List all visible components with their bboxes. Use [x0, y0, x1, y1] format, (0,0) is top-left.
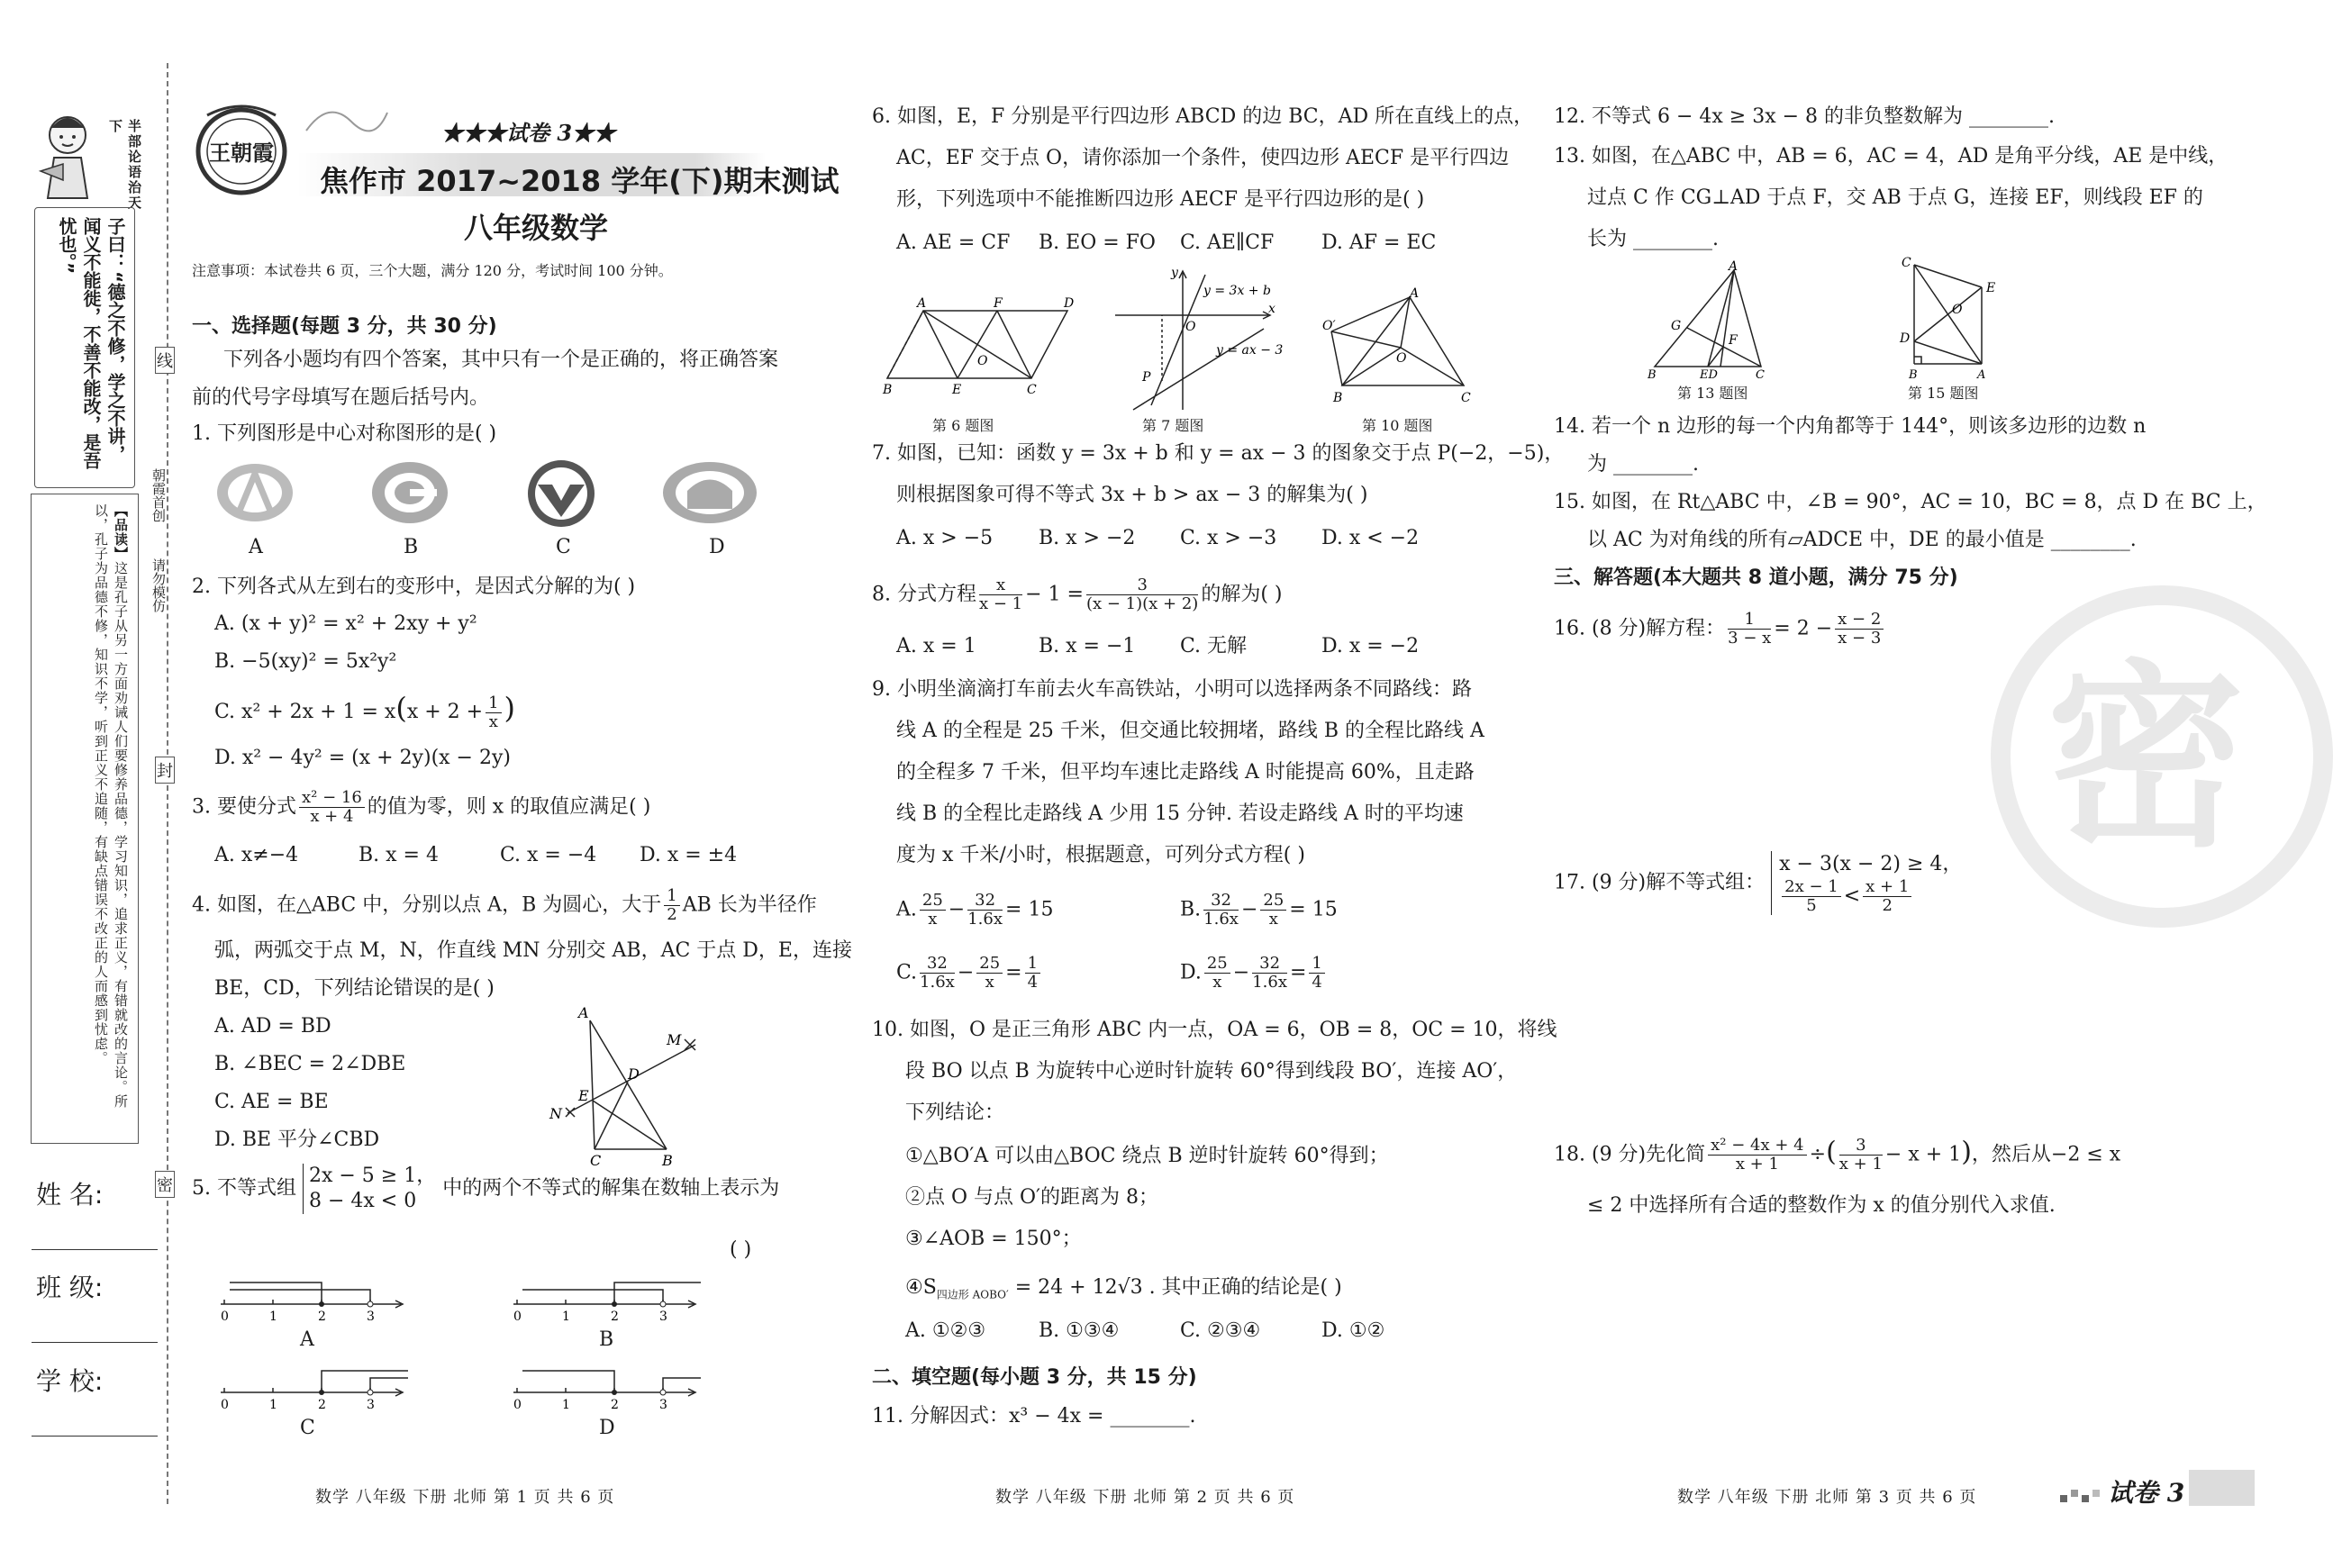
- q8-mid: − 1 =: [1025, 583, 1084, 606]
- q9-c-eq: =: [1005, 961, 1022, 984]
- svg-text:O: O: [1952, 303, 1963, 317]
- q2-c-den: x: [488, 711, 498, 731]
- q6-line-2: AC，EF 交于点 O，请你添加一个条件，使四边形 AECF 是平行四边: [896, 147, 1510, 169]
- svg-text:C: C: [1902, 256, 1911, 270]
- fig15-caption: 第 15 题图: [1908, 385, 1979, 402]
- q1-label-d: D: [709, 536, 725, 558]
- field-class-label: 班 级:: [36, 1273, 104, 1302]
- numline-d[interactable]: [504, 1358, 703, 1416]
- svg-text:C: C: [1027, 383, 1037, 397]
- fig6: [878, 293, 1085, 404]
- cartoon-scholar-icon: [32, 108, 104, 203]
- cut-label-1: 线: [155, 347, 175, 374]
- svg-text:F: F: [1729, 333, 1738, 348]
- fig13: [1644, 259, 1788, 384]
- q2-c-num: 1: [486, 694, 501, 713]
- q10-s4-post: = 24 + 12√3 . 其中正确的结论是( ): [1008, 1276, 1342, 1299]
- q13-line-1: 13. 如图，在△ABC 中，AB = 6，AC = 4，AD 是角平分线，AE 是中线，: [1554, 145, 2229, 168]
- q16-d1: 3 − x: [1728, 629, 1772, 648]
- q7-option-b: B. x > −2: [1039, 527, 1136, 549]
- field-name-label: 姓 名:: [36, 1180, 104, 1210]
- q8-option-a: A. x = 1: [896, 635, 976, 657]
- q9-a-n1: 25: [920, 892, 946, 911]
- q6-line-1: 6. 如图，E，F 分别是平行四边形 ABCD 的边 BC，AD 所在直线上的点，: [872, 105, 1534, 128]
- q17-n2: x + 1: [1863, 878, 1911, 897]
- q9-a-d2: 1.6x: [967, 910, 1003, 929]
- q17-system-1: x − 3(x − 2) ≥ 4，: [1779, 853, 1963, 875]
- footer-page-2: 数学 八年级 下册 北师 第 2 页 共 6 页: [995, 1488, 1295, 1507]
- q16-mid: = 2 −: [1774, 617, 1833, 640]
- q14-line-2: 为 ________.: [1587, 453, 1699, 476]
- q10-statement-2: ②点 O 与点 O′的距离为 8；: [905, 1186, 1159, 1209]
- q5-paren: ( ): [730, 1238, 752, 1261]
- q7-line-1: 7. 如图，已知：函数 y = 3x + b 和 y = ax − 3 的图象交于点 P(−2，−5)，: [872, 442, 1565, 465]
- q14-line-1: 14. 若一个 n 边形的每一个内角都等于 144°，则该多边形的边数 n: [1554, 415, 2147, 438]
- svg-text:ED: ED: [1700, 368, 1718, 382]
- q1-option-c-icon[interactable]: [525, 458, 597, 533]
- q10-line-2: 段 BO 以点 B 为旋转中心逆时针旋转 60°得到线段 BO′，连接 AO′，: [905, 1060, 1518, 1083]
- fig15: [1896, 256, 2004, 385]
- q9-c-n1: 32: [920, 955, 955, 974]
- logo-text: 王朝霞: [209, 140, 274, 166]
- q8-d2: (x − 1)(x + 2): [1085, 594, 1199, 613]
- q18-line-2: ≤ 2 中选择所有合适的整数作为 x 的值分别代入求值.: [1587, 1194, 2056, 1217]
- q9-d-eq: =: [1289, 961, 1307, 984]
- q18-d1: x + 1: [1735, 1155, 1779, 1174]
- q4-num: 1: [664, 887, 679, 906]
- q8-option-d: D. x = −2: [1321, 635, 1420, 657]
- svg-text:O′: O′: [1322, 319, 1336, 333]
- q9-a-label: A.: [896, 898, 917, 921]
- q18-line-1: 18. (9 分)先化简 $\frac{\text{x² − 4x + 4}}{x + 1}$ ÷( $\frac{3}{x + 1}$ − x + 1)，然后从−2 ≤ x: [1554, 1136, 2121, 1174]
- q9-b-n2: 25: [1260, 892, 1286, 911]
- q5-post: 中的两个不等式的解集在数轴上表示为: [442, 1177, 780, 1200]
- fig10: [1324, 286, 1477, 412]
- cut-line: [167, 63, 168, 1504]
- q10-s4-sub: 四边形 AOBO′: [936, 1288, 1009, 1301]
- numline-a-tick-2: 2: [318, 1310, 326, 1324]
- paper-tag: ★★★试卷 3★★: [441, 120, 616, 146]
- q17-d1: 5: [1806, 896, 1817, 915]
- q6-option-a: A. AE = CF: [896, 231, 1011, 254]
- svg-text:B: B: [1909, 368, 1918, 382]
- q10-option-b: B. ①③④: [1039, 1319, 1120, 1342]
- q15-line-1: 15. 如图，在 Rt△ABC 中，∠B = 90°，AC = 10，BC = 8，点 D 在 BC 上，: [1554, 491, 2267, 513]
- svg-text:N: N: [549, 1105, 562, 1122]
- q9-d-n2: 32: [1252, 955, 1287, 974]
- q1: 1. 下列图形是中心对称图形的是( ): [192, 422, 497, 445]
- side-mark-2: 请勿模仿: [150, 558, 167, 612]
- numline-b-tick-0: 0: [513, 1310, 522, 1324]
- svg-text:A: A: [1729, 259, 1738, 274]
- fig13-caption: 第 13 题图: [1677, 385, 1748, 402]
- q4-option-a: A. AD = BD: [214, 1015, 331, 1038]
- q7-option-a: A. x > −5: [896, 527, 994, 549]
- intro-line-1: 下列各小题均有四个答案，其中只有一个是正确的，将正确答案: [223, 349, 779, 371]
- q9-d-d3: 4: [1312, 973, 1322, 992]
- q3-pre: 3. 要使分式: [192, 795, 296, 819]
- quote-box: [34, 207, 135, 488]
- q3-den: x + 4: [310, 807, 354, 826]
- numline-b[interactable]: [504, 1270, 703, 1328]
- q9-option-b: [1180, 892, 1338, 929]
- q9-d-op: −: [1232, 961, 1250, 984]
- q8: [872, 576, 1283, 613]
- svg-text:C: C: [1461, 391, 1471, 405]
- svg-text:O: O: [1396, 351, 1407, 366]
- pindu-title: 【品读】: [113, 503, 129, 561]
- q9-d-n3: 1: [1309, 955, 1324, 974]
- svg-text:B: B: [883, 383, 893, 397]
- q9-a-op: −: [948, 898, 966, 921]
- q13-line-2: 过点 C 作 CG⊥AD 于点 F，交 AB 于点 G，连接 EF，则线段 EF 的: [1587, 186, 2203, 209]
- q10-option-d: D. ①②: [1321, 1319, 1385, 1342]
- q4-line-2: 弧，两弧交于点 M，N，作直线 MN 分别交 AB，AC 于点 D，E，连接: [214, 939, 852, 962]
- q18-post: ，然后从−2 ≤ x: [1971, 1143, 2121, 1166]
- fig10-caption: 第 10 题图: [1362, 417, 1433, 434]
- q8-option-c: C. 无解: [1180, 635, 1248, 657]
- svg-text:C: C: [1756, 368, 1765, 382]
- pindu-box: [31, 494, 139, 1144]
- q9-a-d1: x: [928, 910, 938, 929]
- q9-a-n2: 32: [967, 892, 1003, 911]
- numline-a-tick-1: 1: [269, 1310, 277, 1324]
- q2-option-b: B. −5(xy)² = 5x²y²: [214, 650, 397, 673]
- q9-line-1: 9. 小明坐滴滴打车前去火车高铁站，小明可以选择两条不同路线：路: [872, 678, 1472, 701]
- q8-n1: x: [979, 576, 1022, 595]
- svg-text:C: C: [590, 1152, 602, 1169]
- q9-c-d1: 1.6x: [920, 973, 955, 992]
- q9-option-a: [896, 892, 1053, 929]
- q5-system-2: 8 − 4x < 0: [308, 1190, 417, 1212]
- svg-text:A: A: [1410, 286, 1420, 301]
- q18-n2: 3: [1839, 1137, 1883, 1156]
- q9-c-label: C.: [896, 961, 918, 984]
- q5-pre: 5. 不等式组: [192, 1177, 296, 1200]
- svg-text:E: E: [952, 383, 962, 397]
- q4-figure: [540, 1004, 721, 1173]
- q17-d2: 2: [1882, 896, 1893, 915]
- q2-c-pre: C. x² + 2x + 1 = x: [214, 701, 396, 723]
- q10-statement-4: [905, 1273, 1342, 1309]
- q18-pre: 18. (9 分)先化简: [1554, 1143, 1706, 1166]
- svg-text:E: E: [1986, 281, 1996, 295]
- q9-c-d3: 4: [1027, 973, 1039, 992]
- q7-line-2: 则根据图象可得不等式 3x + b > ax − 3 的解集为( ): [896, 484, 1368, 506]
- footer-dots-icon: [2058, 1484, 2103, 1504]
- numline-c-tick-3: 3: [367, 1398, 375, 1412]
- q6-line-3: 形，下列选项中不能推断四边形 AECF 是平行四边形的是( ): [896, 188, 1425, 211]
- q17-pre: 17. (9 分)解不等式组：: [1554, 871, 1766, 894]
- cut-label-3: 密: [155, 1171, 175, 1198]
- section-2-title: 二、填空题(每小题 3 分，共 15 分): [872, 1366, 1197, 1389]
- svg-text:O: O: [977, 354, 988, 368]
- svg-text:D: D: [1900, 331, 1911, 346]
- q2-option-d: D. x² − 4y² = (x + 2y)(x − 2y): [214, 747, 511, 769]
- q16-pre: 16. (8 分)解方程：: [1554, 617, 1726, 640]
- q10-option-a: A. ①②③: [905, 1319, 986, 1342]
- side-mark-1: 朝霞首创: [150, 468, 167, 522]
- q1-option-b-icon[interactable]: [369, 459, 450, 530]
- q10-option-c: C. ②③④: [1180, 1319, 1261, 1342]
- numline-c[interactable]: [212, 1358, 410, 1416]
- fig7-line2-label: y = ax − 3: [1216, 343, 1284, 358]
- q6-option-c: C. AE∥CF: [1180, 231, 1275, 254]
- q8-d1: x − 1: [978, 594, 1023, 613]
- svg-text:D: D: [1064, 296, 1075, 311]
- intro-line-2: 前的代号字母填写在题后括号内。: [192, 386, 490, 409]
- q7-option-c: C. x > −3: [1180, 527, 1277, 549]
- q9-line-4: 线 B 的全程比走路线 A 少用 15 分钟. 若设走路线 A 时的平均速: [896, 802, 1464, 825]
- q9-line-2: 线 A 的全程是 25 千米，但交通比较拥堵，路线 B 的全程比路线 A: [896, 720, 1484, 742]
- field-name-line[interactable]: [32, 1249, 158, 1250]
- q17-n1: 2x − 1: [1782, 878, 1841, 897]
- sidebar: [27, 108, 140, 1144]
- q8-pre: 8. 分式方程: [872, 583, 976, 606]
- q9-line-3: 的全程多 7 千米，但平均车速比走路线 A 时能提高 60%，且走路: [896, 761, 1475, 784]
- q4-option-d: D. BE 平分∠CBD: [214, 1128, 380, 1151]
- q4-post: AB 长为半径作: [682, 893, 817, 917]
- q3-option-b: B. x = 4: [359, 844, 439, 866]
- svg-text:A: A: [1977, 368, 1986, 382]
- q2-option-c: C. x² + 2x + 1 = x(x + 2 + $\frac{1}{x}$ ): [214, 691, 516, 731]
- q1-label-c: C: [556, 536, 571, 558]
- q12: 12. 不等式 6 − 4x ≥ 3x − 8 的非负整数解为 ________.: [1554, 105, 2056, 128]
- q16-n2: x − 2: [1835, 611, 1884, 630]
- svg-text:A: A: [917, 296, 927, 311]
- q6-option-d: D. AF = EC: [1321, 231, 1437, 254]
- q2-option-a: A. (x + y)² = x² + 2xy + y²: [214, 612, 477, 635]
- subject-title: 八年级数学: [464, 211, 609, 245]
- q2-c-in: x + 2 +: [406, 701, 484, 723]
- numline-b-tick-2: 2: [611, 1310, 619, 1324]
- q18-d2: x + 1: [1838, 1155, 1883, 1174]
- q2: 2. 下列各式从左到右的变形中，是因式分解的为( ): [192, 576, 636, 598]
- q4-den: 2: [667, 905, 677, 924]
- svg-text:x: x: [1268, 302, 1275, 316]
- pindu-text: [91, 503, 131, 1134]
- q3: [192, 789, 650, 826]
- svg-text:G: G: [1671, 319, 1682, 333]
- q9-option-c: [896, 955, 1043, 992]
- q1-option-a-icon[interactable]: [214, 461, 295, 528]
- q4-pre: 4. 如图，在△ABC 中，分别以点 A，B 为圆心，大于: [192, 893, 662, 917]
- svg-text:D: D: [628, 1065, 640, 1083]
- svg-text:F: F: [994, 296, 1003, 311]
- q5-label-c: C: [300, 1417, 315, 1439]
- svg-text:y: y: [1171, 266, 1178, 280]
- q10-statement-3: ③∠AOB = 150°；: [905, 1228, 1082, 1250]
- q10-statement-1: ①△BO′A 可以由△BOC 绕点 B 逆时针旋转 60°得到；: [905, 1145, 1389, 1167]
- numline-c-tick-2: 2: [318, 1398, 326, 1412]
- page-title: 焦作市 2017~2018 学年(下)期末测试: [320, 164, 840, 198]
- q3-num: x² − 16: [299, 789, 365, 808]
- q9-d-label: D.: [1180, 961, 1202, 984]
- q8-post: 的解为( ): [1201, 583, 1283, 606]
- q11: 11. 分解因式：x³ − 4x = ________.: [872, 1405, 1196, 1428]
- q9-d-n1: 25: [1204, 955, 1230, 974]
- q5-system-1: 2x − 5 ≥ 1，: [308, 1165, 437, 1187]
- numline-c-tick-0: 0: [221, 1398, 229, 1412]
- seal-char: 密: [2047, 643, 2246, 874]
- q3-option-a: A. x≠−4: [214, 844, 299, 866]
- svg-text:E: E: [578, 1087, 589, 1104]
- fig6-caption: 第 6 题图: [932, 417, 994, 434]
- pindu-body: 这是孔子从另一方面劝诫人们要修养品德，学习知识，追求正义，有错就改的言论。所以，孔子为品德不修，知识不学，听到正义不追随，有缺点错误不改正的人而感到忧虑。: [93, 503, 129, 1109]
- q8-n2: 3: [1086, 576, 1198, 595]
- q4-line-3: BE，CD，下列结论错误的是( ): [214, 977, 495, 1000]
- q9-option-d: [1180, 955, 1328, 992]
- q4-line-1: [192, 887, 817, 924]
- fig7: [1106, 266, 1286, 418]
- q9-b-label: B.: [1180, 898, 1202, 921]
- svg-text:P: P: [1142, 370, 1151, 385]
- q18-n1: x² − 4x + 4: [1708, 1137, 1806, 1156]
- q1-label-a: A: [249, 536, 263, 558]
- q9-d-d1: x: [1212, 973, 1222, 992]
- q1-label-b: B: [404, 536, 419, 558]
- q10-line-3: 下列结论：: [905, 1101, 1005, 1124]
- fig7-line1-label: y = 3x + b: [1203, 284, 1271, 298]
- q4-option-c: C. AE = BE: [214, 1091, 329, 1113]
- q9-b-d1: 1.6x: [1203, 910, 1239, 929]
- q5: [192, 1164, 779, 1214]
- q18-div: ÷: [1809, 1143, 1827, 1166]
- q9-b-n1: 32: [1203, 892, 1239, 911]
- q5-label-b: B: [599, 1328, 614, 1351]
- numline-b-tick-3: 3: [659, 1310, 667, 1324]
- q10-s4-pre: ④S: [905, 1276, 937, 1299]
- q17: [1554, 851, 1962, 915]
- seal-watermark: [1991, 585, 2333, 928]
- q5-label-d: D: [599, 1417, 615, 1439]
- q3-option-d: D. x = ±4: [640, 844, 738, 866]
- sidebar-quote: 子曰：“德之不修，学之不讲，闻义不能徙，不善不能改，是吾忧也。”: [56, 217, 126, 469]
- ribbon-icon: [302, 95, 392, 149]
- q7-option-d: D. x < −2: [1321, 527, 1420, 549]
- svg-text:A: A: [578, 1004, 589, 1021]
- field-class-line[interactable]: [32, 1342, 158, 1343]
- q3-post: 的值为零，则 x 的取值应满足( ): [367, 795, 651, 819]
- svg-text:B: B: [1333, 391, 1343, 405]
- footer-tag: 试卷 3: [2108, 1478, 2185, 1508]
- q8-option-b: B. x = −1: [1039, 635, 1136, 657]
- field-school-line[interactable]: [32, 1436, 158, 1437]
- section-1-title: 一、选择题(每题 3 分，共 30 分): [192, 315, 497, 338]
- numline-d-tick-2: 2: [611, 1398, 619, 1412]
- section-3-title: 三、解答题(本大题共 8 道小题，满分 75 分): [1554, 566, 1958, 589]
- field-school-label: 学 校:: [36, 1366, 104, 1396]
- numline-d-tick-3: 3: [659, 1398, 667, 1412]
- q9-c-d2: x: [985, 973, 994, 992]
- numline-a-tick-0: 0: [221, 1310, 229, 1324]
- sidebar-slogan: 半部论语治天下: [107, 119, 142, 211]
- svg-text:O: O: [1185, 320, 1196, 334]
- numline-a[interactable]: [212, 1270, 410, 1328]
- q9-c-n2: 25: [976, 955, 1003, 974]
- footer-page-3: 数学 八年级 下册 北师 第 3 页 共 6 页: [1677, 1488, 1977, 1507]
- q16-d2: x − 3: [1838, 629, 1882, 648]
- fig7-caption: 第 7 题图: [1142, 417, 1204, 434]
- q9-c-op: −: [957, 961, 975, 984]
- numline-c-tick-1: 1: [269, 1398, 277, 1412]
- q10-line-1: 10. 如图，O 是正三角形 ABC 内一点，OA = 6，OB = 8，OC = 10，将线: [872, 1019, 1557, 1041]
- q13-line-3: 长为 ________.: [1587, 228, 1719, 250]
- numline-a-tick-3: 3: [367, 1310, 375, 1324]
- svg-text:M: M: [667, 1031, 682, 1048]
- numline-b-tick-1: 1: [562, 1310, 570, 1324]
- q17-lt: <: [1843, 884, 1861, 908]
- q9-d-d2: 1.6x: [1252, 973, 1287, 992]
- notice: 注意事项：本试卷共 6 页，三个大题，满分 120 分，考试时间 100 分钟。: [192, 262, 673, 279]
- logo: [189, 99, 297, 198]
- q4-option-b: B. ∠BEC = 2∠DBE: [214, 1053, 406, 1075]
- svg-text:B: B: [662, 1152, 673, 1169]
- q9-b-d2: x: [1268, 910, 1278, 929]
- numline-d-tick-0: 0: [513, 1398, 522, 1412]
- q5-label-a: A: [300, 1328, 314, 1351]
- footer-page-1: 数学 八年级 下册 北师 第 1 页 共 6 页: [315, 1488, 615, 1507]
- q3-option-c: C. x = −4: [500, 844, 597, 866]
- q9-b-rhs: = 15: [1289, 898, 1338, 921]
- q1-option-d-icon[interactable]: [660, 459, 759, 530]
- footer-tag-band: [2189, 1470, 2255, 1506]
- q16-n1: 1: [1728, 611, 1771, 630]
- svg-text:B: B: [1648, 368, 1657, 382]
- q18-tail: − x + 1: [1884, 1143, 1962, 1166]
- q15-line-2: 以 AC 为对角线的所有▱ADCE 中，DE 的最小值是 ________.: [1587, 529, 2137, 551]
- q16: [1554, 611, 1886, 648]
- q9-line-5: 度为 x 千米/小时，根据题意，可列分式方程( ): [896, 844, 1305, 866]
- cut-label-2: 封: [155, 757, 175, 784]
- q9-c-n3: 1: [1025, 955, 1040, 974]
- numline-d-tick-1: 1: [562, 1398, 570, 1412]
- q9-b-op: −: [1240, 898, 1258, 921]
- q6-option-b: B. EO = FO: [1039, 231, 1156, 254]
- q9-a-rhs: = 15: [1005, 898, 1054, 921]
